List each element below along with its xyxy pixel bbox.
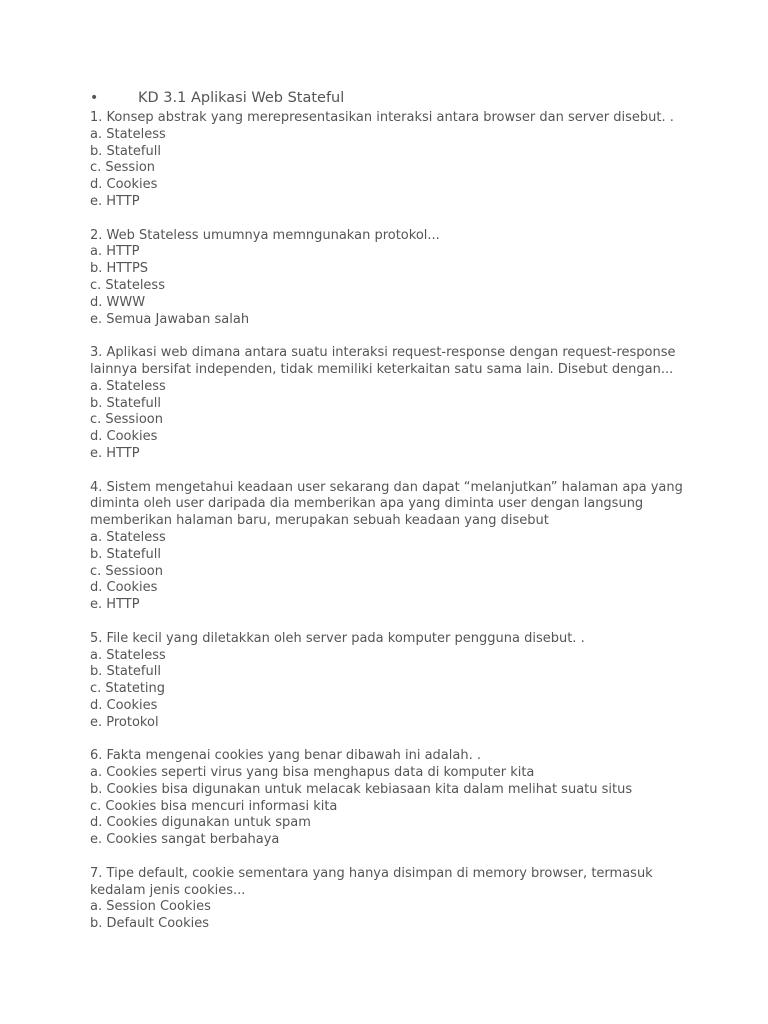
option-a: a. Stateless: [90, 647, 166, 663]
option-a: a. Cookies seperti virus yang bisa menghapus data di komputer kita: [90, 765, 535, 781]
option-e: e. Protokol: [90, 714, 159, 730]
option-c: c. Stateting: [90, 681, 166, 697]
option-a: a. Stateless: [90, 529, 166, 545]
question-text: 4. Sistem mengetahui keadaan user sekarang dan dapat “melanjutkan” halaman apa yang diminta oleh user daripada dia memberikan apa yang diminta user dengan langsung memberikan halaman baru, merupakan sebuah keadaan yang disebut: [90, 479, 683, 529]
option-e: e. Cookies sangat berbahaya: [90, 832, 280, 848]
option-e: e. HTTP: [90, 445, 140, 461]
option-b: b. Statefull: [90, 664, 161, 680]
option-c: c. Sessioon: [90, 563, 163, 579]
section-heading: [90, 88, 344, 108]
question-text: 3. Aplikasi web dimana antara suatu interaksi request-response dengan request-response lainnya bersifat independen, tidak memiliki keterkaitan satu sama lain. Disebut dengan...: [90, 345, 676, 377]
question-text: 7. Tipe default, cookie sementara yang hanya disimpan di memory browser, termasuk kedalam jenis cookies...: [90, 865, 653, 898]
option-c: c. Session: [90, 160, 156, 176]
option-d: d. Cookies: [90, 177, 158, 193]
option-b: b. Statefull: [90, 546, 161, 562]
option-a: a. HTTP: [90, 244, 140, 260]
option-list: [90, 530, 750, 614]
option-list: [90, 127, 750, 211]
question-1: [90, 110, 750, 211]
question-7: [90, 866, 750, 933]
option-d: d. Cookies digunakan untuk spam: [90, 815, 311, 831]
option-b: b. Statefull: [90, 143, 161, 159]
option-e: e. Semua Jawaban salah: [90, 311, 250, 327]
option-d: d. Cookies: [90, 697, 158, 713]
option-a: a. Stateless: [90, 378, 166, 394]
option-list: [90, 765, 750, 849]
option-a: a. Session Cookies: [90, 899, 211, 915]
option-d: d. Cookies: [90, 429, 158, 445]
option-c: c. Stateless: [90, 277, 165, 293]
question-text: 5. File kecil yang diletakkan oleh server pada komputer pengguna disebut. .: [90, 630, 585, 646]
option-c: c. Cookies bisa mencuri informasi kita: [90, 798, 338, 814]
question-5: [90, 631, 750, 732]
question-text: 2. Web Stateless umumnya memngunakan protokol...: [90, 227, 440, 243]
option-list: [90, 244, 750, 328]
question-text: 1. Konsep abstrak yang merepresentasikan interaksi antara browser dan server disebut. .: [90, 110, 674, 125]
question-list: [90, 110, 750, 950]
option-e: e. HTTP: [90, 597, 140, 613]
option-e: e. HTTP: [90, 193, 140, 209]
question-text: 6. Fakta mengenai cookies yang benar dibawah ini adalah. .: [90, 748, 481, 764]
option-list: [90, 899, 750, 933]
option-list: [90, 648, 750, 732]
option-d: d. WWW: [90, 294, 146, 310]
option-b: b. Default Cookies: [90, 916, 210, 932]
bullet-icon: •: [90, 90, 99, 106]
option-list: [90, 379, 750, 463]
question-4: [90, 480, 750, 614]
option-a: a. Stateless: [90, 126, 166, 142]
question-2: [90, 228, 750, 329]
question-3: [90, 345, 750, 463]
option-b: b. Statefull: [90, 395, 161, 411]
question-6: [90, 748, 750, 849]
section-title: KD 3.1 Aplikasi Web Stateful: [138, 90, 345, 106]
option-d: d. Cookies: [90, 580, 158, 596]
option-b: b. Cookies bisa digunakan untuk melacak kebiasaan kita dalam melihat suatu situs: [90, 781, 633, 797]
option-c: c. Sessioon: [90, 412, 163, 428]
option-b: b. HTTPS: [90, 261, 149, 277]
